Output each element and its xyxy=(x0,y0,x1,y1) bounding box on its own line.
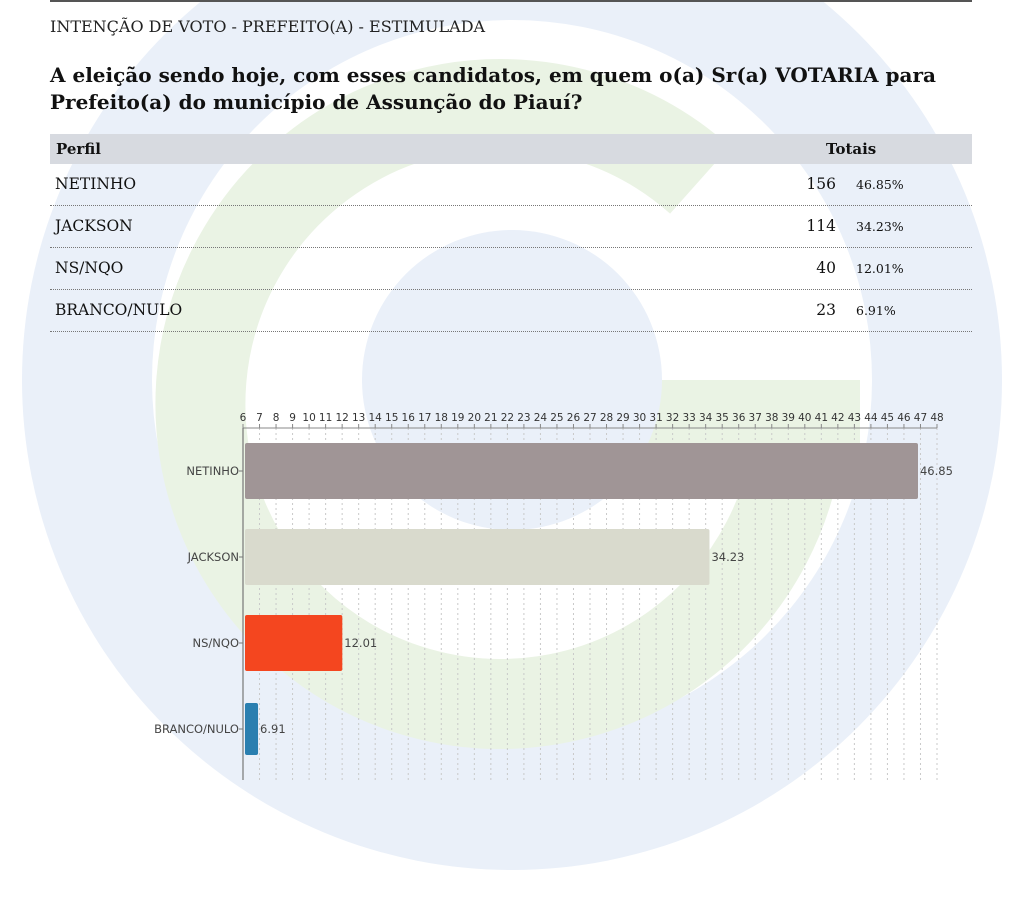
data-label: 34.23 xyxy=(711,550,745,564)
x-tick-label: 14 xyxy=(368,412,382,424)
x-tick-label: 31 xyxy=(649,412,663,424)
row-percent: 34.23% xyxy=(856,219,904,234)
x-tick-label: 11 xyxy=(318,412,333,424)
x-tick-label: 46 xyxy=(897,412,911,424)
x-tick-label: 35 xyxy=(715,412,729,424)
row-name: BRANCO/NULO xyxy=(55,301,183,319)
column-header-totals: Totais xyxy=(826,140,877,158)
row-name: NS/NQO xyxy=(55,259,124,277)
x-tick-label: 37 xyxy=(748,412,762,424)
row-name: NETINHO xyxy=(55,175,137,193)
x-tick-label: 26 xyxy=(566,412,581,424)
x-tick-label: 28 xyxy=(599,412,614,424)
row-name: JACKSON xyxy=(55,217,133,235)
x-tick-label: 24 xyxy=(533,412,548,424)
bar xyxy=(245,529,709,585)
x-tick-label: 33 xyxy=(682,412,696,424)
row-percent: 6.91% xyxy=(856,303,896,318)
row-count: 23 xyxy=(816,301,836,319)
x-tick-label: 10 xyxy=(302,412,316,424)
x-tick-label: 12 xyxy=(335,412,349,424)
data-label: 46.85 xyxy=(919,464,953,478)
x-tick-label: 22 xyxy=(500,412,515,424)
row-count: 114 xyxy=(806,217,836,235)
x-tick-label: 40 xyxy=(798,412,812,424)
x-tick-label: 44 xyxy=(864,412,878,424)
x-tick-label: 23 xyxy=(517,412,531,424)
data-label: 12.01 xyxy=(344,636,378,650)
bar xyxy=(245,615,342,671)
section-title: INTENÇÃO DE VOTO - PREFEITO(A) - ESTIMULADA xyxy=(50,17,486,36)
row-percent: 12.01% xyxy=(856,261,904,276)
x-tick-label: 42 xyxy=(831,412,845,424)
x-tick-label: 39 xyxy=(781,412,795,424)
x-tick-label: 9 xyxy=(289,412,296,424)
x-tick-label: 34 xyxy=(698,412,713,424)
x-tick-label: 45 xyxy=(880,412,895,424)
bar xyxy=(245,443,918,499)
y-tick-label: NS/NQO xyxy=(192,636,239,650)
x-tick-label: 7 xyxy=(256,412,263,424)
x-tick-label: 19 xyxy=(451,412,465,424)
x-tick-label: 30 xyxy=(632,412,647,424)
x-tick-label: 21 xyxy=(484,412,498,424)
x-tick-label: 27 xyxy=(583,412,597,424)
y-tick-label: BRANCO/NULO xyxy=(154,722,239,736)
x-tick-label: 29 xyxy=(616,412,630,424)
x-tick-label: 48 xyxy=(930,412,944,424)
x-tick-label: 41 xyxy=(814,412,829,424)
x-tick-label: 47 xyxy=(913,412,928,424)
row-count: 40 xyxy=(816,259,836,277)
x-tick-label: 25 xyxy=(550,412,564,424)
x-tick-label: 13 xyxy=(351,412,366,424)
x-tick-label: 20 xyxy=(467,412,482,424)
x-tick-label: 43 xyxy=(847,412,862,424)
data-label: 6.91 xyxy=(260,722,286,736)
question-text: A eleição sendo hoje, com esses candidatos, em quem o(a) Sr(a) VOTARIA para Prefeito(a) do município de Assunção do Piauí? xyxy=(50,63,936,114)
x-tick-label: 6 xyxy=(239,412,247,424)
column-header-profile: Perfil xyxy=(56,140,101,158)
x-tick-label: 16 xyxy=(401,412,415,424)
x-tick-label: 32 xyxy=(665,412,680,424)
row-percent: 46.85% xyxy=(856,177,904,192)
x-tick-label: 36 xyxy=(732,412,746,424)
x-tick-label: 8 xyxy=(272,412,280,424)
x-tick-label: 17 xyxy=(418,412,432,424)
row-count: 156 xyxy=(806,175,836,193)
x-tick-label: 38 xyxy=(765,412,779,424)
bar xyxy=(245,703,258,755)
x-tick-label: 18 xyxy=(434,412,448,424)
x-tick-label: 15 xyxy=(385,412,399,424)
y-tick-label: NETINHO xyxy=(186,464,239,478)
y-tick-label: JACKSON xyxy=(187,550,239,564)
